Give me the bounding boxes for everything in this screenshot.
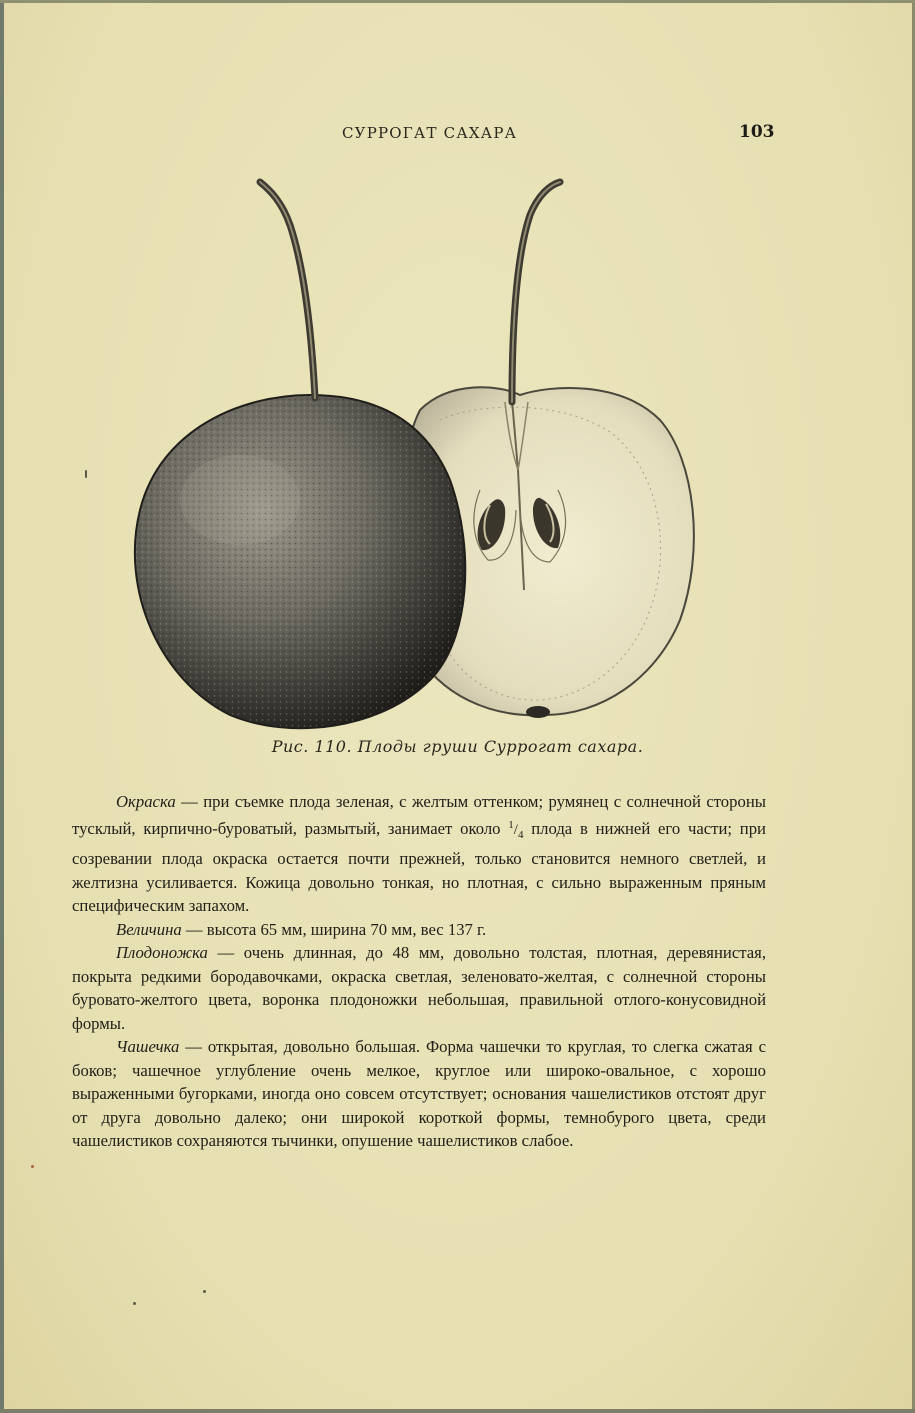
term-size: Величина — [116, 919, 182, 939]
paragraph-size — [72, 918, 766, 942]
figure-caption: Рис. 110. Плоды груши Суррогат сахара. — [271, 737, 644, 756]
scan-edge-top — [0, 0, 915, 3]
pear-fruits-drawing — [120, 170, 720, 735]
scan-edge-bottom — [0, 1409, 915, 1413]
paragraph-calyx — [72, 1035, 766, 1153]
paragraph-text: — очень длинная, до 48 мм, довольно толстая, плотная, деревянистая, покрыта редкими бородавочками, окраска светлая, зеленовато-желтая, с солнечной стороны буровато-желтого цвета, воронка плодоножки небольшая, правильной отлого-конусовидной формы. — [72, 943, 766, 1033]
paragraph-color — [72, 790, 766, 918]
body-text — [72, 790, 766, 1153]
pear-stem-right — [512, 182, 560, 402]
fraction-one-quarter: $^1/_4$ — [508, 818, 524, 841]
paragraph-text: — высота 65 мм, ширина 70 мм, вес 137 г. — [181, 919, 487, 939]
paper-speck — [203, 1290, 206, 1293]
paper-speck — [85, 470, 87, 478]
paragraph-text: — открытая, довольно большая. Форма чашечки то круглая, то слегка сжатая с боков; чашечное углубление очень мелкое, круглое или широко-овальное, с хорошо выраженными бугорками, иногда оно совсем отсутствует; основания чашелистиков отстоят друг от друга довольно далеко; они широкой короткой формы, темнобурого цвета, среди чашелистиков сохраняются тычинки, опушение чашелистиков слабое. — [72, 1037, 766, 1150]
scan-edge-left — [0, 0, 4, 1413]
paper-speck — [31, 1165, 34, 1168]
pear-stem-left — [260, 182, 315, 398]
paper-speck — [133, 1302, 136, 1305]
fraction-denominator: 4 — [517, 828, 524, 841]
paragraph-text: — при съемке плода зеленая, с желтым оттенком; румянец с солнечной стороны тусклый, кирпично-буроватый, размытый, занимает около — [72, 792, 766, 838]
term-color: Окраска — [116, 792, 176, 811]
paragraph-text: плода в нижней его части; при созревании плода окраска остается почти прежней, только становится немного светлей, и желтизна усиливается. Кожица довольно тонкая, но плотная, с сильно выраженным пряным специфическим запахом. — [72, 818, 766, 915]
paragraph-stem — [72, 941, 766, 1035]
term-stem: Плодоножка — [116, 943, 208, 962]
page-number: 103 — [739, 122, 775, 142]
term-calyx: Чашечка — [116, 1037, 180, 1056]
running-head: СУРРОГАТ САХАРА — [342, 124, 518, 142]
fraction-numerator: 1 — [508, 818, 514, 831]
whole-pear — [135, 395, 465, 728]
